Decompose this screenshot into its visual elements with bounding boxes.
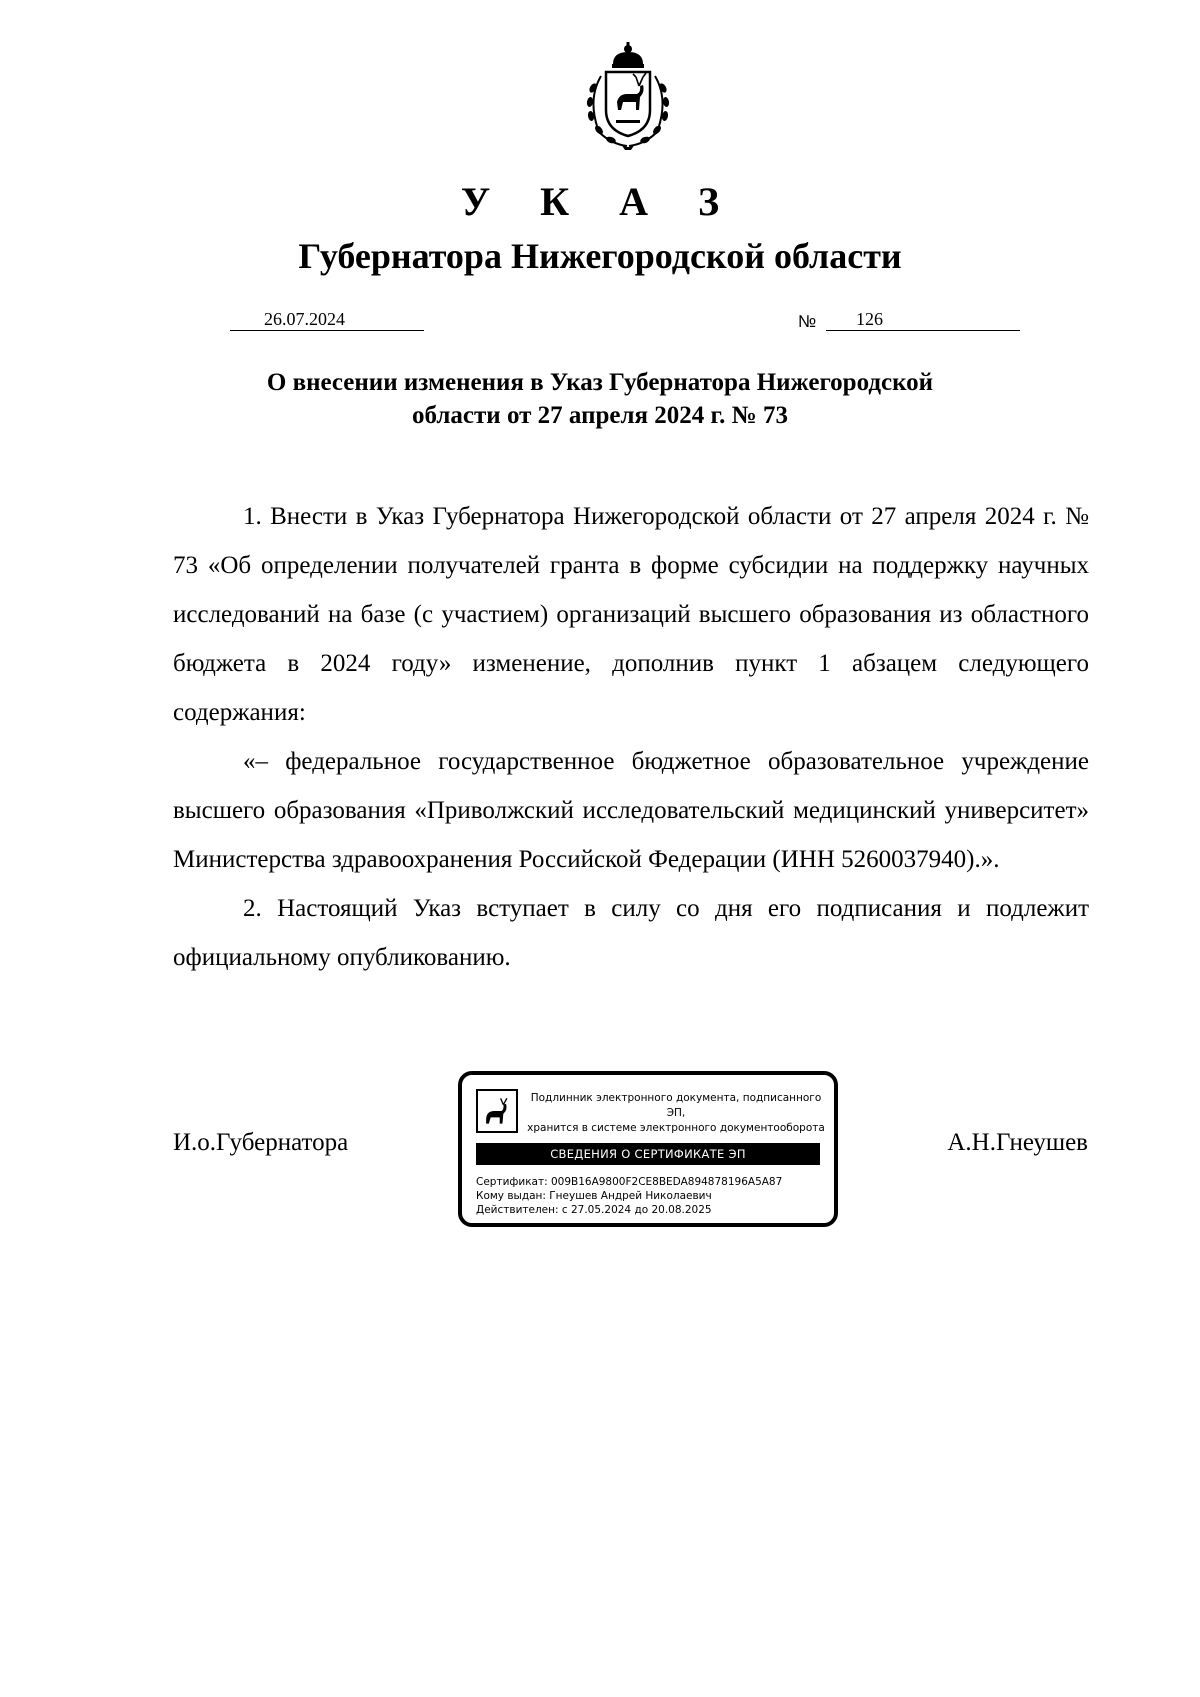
decree-date-field xyxy=(230,308,424,331)
paragraph-2: «– федеральное государственное бюджетное образовательное учреждение высшего образования «Приволжский исследовательский медицинский университет» Министерства здравоохранения Российской Федерации (ИНН 5260037940).». xyxy=(173,748,1089,873)
stamp-certificate-bar: СВЕДЕНИЯ О СЕРТИФИКАТЕ ЭП xyxy=(476,1143,820,1165)
decree-number: 126 xyxy=(856,309,883,329)
stamp-valid: Действителен: с 27.05.2024 до 20.08.2025 xyxy=(476,1204,712,1216)
signatory-position: И.о.Губернатора xyxy=(173,1129,349,1156)
paragraph-1: 1. Внести в Указ Губернатора Нижегородской области от 27 апреля 2024 г. № 73 «Об определении получателей гранта в форме субсидии на поддержку научных исследований на базе (с участием) организаций высшего образования из областного бюджета в 2024 году» изменение, дополнив пункт 1 абзацем следующего содержания: xyxy=(173,503,1089,726)
decree-title: У К А З xyxy=(460,179,740,224)
coat-of-arms-icon xyxy=(573,40,683,152)
decree-heading xyxy=(180,366,1020,432)
decree-date: 26.07.2024 xyxy=(264,309,345,329)
decree-heading-line2: области от 27 апреля 2024 г. № 73 xyxy=(412,402,788,429)
stamp-issued-to: Кому выдан: Гнеушев Андрей Николаевич xyxy=(476,1190,712,1202)
stamp-certificate: Сертификат: 009B16A9800F2CE8BEDA894878196A5A87 xyxy=(476,1176,783,1188)
stamp-details xyxy=(476,1175,826,1217)
paragraph-3: 2. Настоящий Указ вступает в силу со дня его подписания и подлежит официальному опубликованию. xyxy=(173,895,1089,971)
stamp-header xyxy=(526,1091,826,1136)
electronic-signature-stamp xyxy=(458,1071,838,1227)
decree-body xyxy=(173,492,1089,982)
number-label: № xyxy=(798,312,817,331)
stamp-header-line2: хранится в системе электронного документооборота xyxy=(527,1122,825,1134)
stamp-header-line1: Подлинник электронного документа, подписанного ЭП, xyxy=(530,1092,822,1119)
decree-number-field xyxy=(826,308,1020,331)
signatory-name: А.Н.Гнеушев xyxy=(947,1129,1088,1156)
deer-emblem-icon xyxy=(476,1089,518,1133)
decree-issuer: Губернатора Нижегородской области xyxy=(298,236,902,276)
decree-heading-line1: О внесении изменения в Указ Губернатора Нижегородской xyxy=(266,369,934,396)
